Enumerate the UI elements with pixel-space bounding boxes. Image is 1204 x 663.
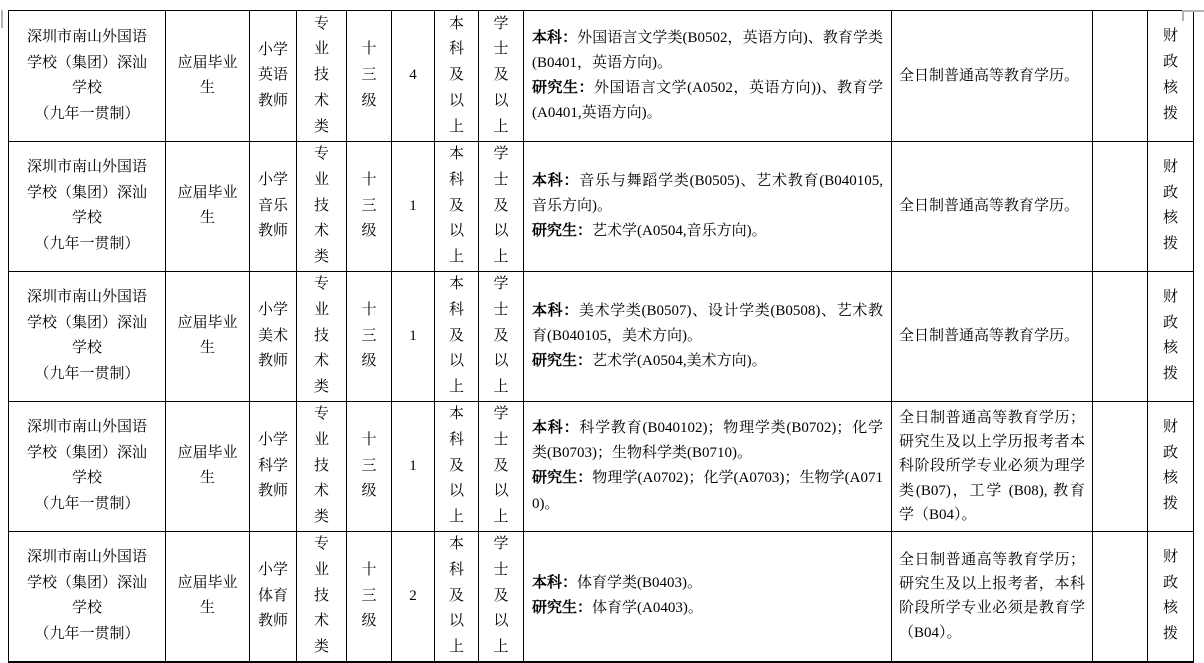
education-req-text: 本科及以上 <box>448 405 464 526</box>
majors-grad <box>532 219 883 244</box>
table-row <box>9 142 1194 272</box>
cell-other-requirements: 全日制普通高等教育学历；研究生及以上报考者，本科阶段所学专业必须是教育学（B04）。 <box>892 531 1093 661</box>
cell-school <box>9 531 166 661</box>
cell-candidate-type: 应届毕业生 <box>166 401 250 531</box>
cell-funding <box>1148 401 1194 531</box>
majors-grad <box>532 76 883 126</box>
majors-undergrad <box>532 26 883 76</box>
degree-req-text: 学士及以上 <box>493 15 509 135</box>
cell-education-req <box>435 142 479 272</box>
crop-artifact-top-right-horizontal <box>1182 10 1204 12</box>
funding-text: 财政核拨 <box>1162 158 1178 253</box>
cell-degree-req <box>479 11 524 142</box>
grad-text: 体育学(A0403)。 <box>592 600 703 617</box>
majors-grad <box>532 466 883 516</box>
undergrad-text: 体育学类(B0403)。 <box>577 575 703 592</box>
cell-post-category <box>297 142 347 272</box>
cell-candidate-type: 应届毕业生 <box>166 531 250 661</box>
cell-other-requirements: 全日制普通高等教育学历；研究生及以上学历报考者本科阶段所学专业必须为理学类(B07)，工学 (B08), 教育学（B04）。 <box>892 401 1093 531</box>
cell-post-level <box>347 142 392 272</box>
cell-majors <box>524 271 892 401</box>
recruitment-table <box>8 10 1194 663</box>
table-row <box>9 401 1194 531</box>
school-name: 深圳市南山外国语学校（集团）深汕学校 <box>26 289 147 357</box>
undergrad-label: 本科： <box>532 420 580 437</box>
cell-other-requirements: 全日制普通高等教育学历。 <box>892 271 1093 401</box>
undergrad-text: 外国语言文学类(B0502，英语方向)、教育学类(B0401，英语方向)。 <box>532 29 883 71</box>
post-level-text: 十三级 <box>361 41 377 109</box>
majors-grad <box>532 596 883 621</box>
post-category-text: 专业技术类 <box>313 405 329 526</box>
cell-candidate-type: 应届毕业生 <box>166 271 250 401</box>
undergrad-label: 本科： <box>532 302 579 319</box>
education-req-text: 本科及以上 <box>448 275 464 396</box>
crop-artifact-top-left <box>1 10 3 28</box>
undergrad-text: 科学教育(B040102)；物理学类(B0702)；化学类(B0703)；生物科学类(B0710)。 <box>532 420 883 462</box>
grad-text: 外国语言文学(A0502，英语方向))、教育学(A0401,英语方向)。 <box>532 80 883 122</box>
majors-undergrad <box>532 416 883 466</box>
cell-education-req <box>435 11 479 142</box>
table-row <box>9 11 1194 142</box>
school-name: 深圳市南山外国语学校（集团）深汕学校 <box>26 29 147 96</box>
cell-school <box>9 401 166 531</box>
grad-text: 艺术学(A0504,美术方向)。 <box>592 353 767 370</box>
school-suffix: （九年一贯制） <box>34 235 140 252</box>
table-row <box>9 531 1194 661</box>
cell-other-requirements: 全日制普通高等教育学历。 <box>892 142 1093 272</box>
funding-text: 财政核拨 <box>1162 288 1178 383</box>
majors-undergrad <box>532 299 883 349</box>
cell-degree-req <box>479 531 524 661</box>
school-suffix: （九年一贯制） <box>34 105 140 122</box>
cell-remark <box>1093 531 1148 661</box>
cell-education-req <box>435 531 479 661</box>
cell-school <box>9 11 166 142</box>
cell-candidate-type: 应届毕业生 <box>166 11 250 142</box>
cell-funding <box>1148 271 1194 401</box>
degree-req-text: 学士及以上 <box>493 535 509 656</box>
cell-funding <box>1148 531 1194 661</box>
cell-education-req <box>435 271 479 401</box>
grad-label: 研究生： <box>532 80 595 96</box>
cell-post-category <box>297 11 347 142</box>
school-suffix: （九年一贯制） <box>34 365 140 382</box>
cell-position: 小学音乐教师 <box>250 142 297 272</box>
cell-post-level <box>347 401 392 531</box>
cell-post-category <box>297 531 347 661</box>
school-name: 深圳市南山外国语学校（集团）深汕学校 <box>26 549 147 617</box>
degree-req-text: 学士及以上 <box>493 405 509 526</box>
cell-other-requirements: 全日制普通高等教育学历。 <box>892 11 1093 142</box>
cell-position: 小学美术教师 <box>250 271 297 401</box>
cell-post-level <box>347 11 392 142</box>
cell-headcount: 1 <box>392 401 435 531</box>
undergrad-text: 美术学类(B0507)、设计学类(B0508)、艺术教育(B040105，美术方向)。 <box>532 302 883 344</box>
majors-undergrad <box>532 169 883 219</box>
post-category-text: 专业技术类 <box>313 146 329 266</box>
cell-post-level <box>347 531 392 661</box>
funding-text: 财政核拨 <box>1162 418 1178 513</box>
school-name: 深圳市南山外国语学校（集团）深汕学校 <box>26 159 147 227</box>
table-row <box>9 271 1194 401</box>
education-req-text: 本科及以上 <box>448 15 464 135</box>
education-req-text: 本科及以上 <box>448 146 464 266</box>
cell-headcount: 1 <box>392 142 435 272</box>
school-suffix: （九年一贯制） <box>34 495 140 512</box>
cell-degree-req <box>479 271 524 401</box>
grad-label: 研究生： <box>532 223 593 240</box>
majors-grad <box>532 349 883 374</box>
education-req-text: 本科及以上 <box>448 535 464 656</box>
cell-headcount: 2 <box>392 531 435 661</box>
cell-majors <box>524 142 892 272</box>
cell-headcount: 4 <box>392 11 435 142</box>
undergrad-text: 音乐与舞蹈学类(B0505)、艺术教育(B040105,音乐方向)。 <box>532 172 883 214</box>
cell-majors <box>524 401 892 531</box>
school-suffix: （九年一贯制） <box>34 625 140 642</box>
degree-req-text: 学士及以上 <box>493 275 509 396</box>
post-level-text: 十三级 <box>361 171 377 240</box>
grad-label: 研究生： <box>532 470 593 487</box>
post-category-text: 专业技术类 <box>313 275 329 396</box>
post-category-text: 专业技术类 <box>313 15 329 135</box>
funding-text: 财政核拨 <box>1162 548 1178 643</box>
cell-degree-req <box>479 401 524 531</box>
cell-position: 小学体育教师 <box>250 531 297 661</box>
majors-undergrad <box>532 571 883 596</box>
cell-headcount: 1 <box>392 271 435 401</box>
cell-remark <box>1093 11 1148 142</box>
cell-candidate-type: 应届毕业生 <box>166 142 250 272</box>
cell-post-category <box>297 401 347 531</box>
grad-label: 研究生： <box>532 600 593 617</box>
cell-post-category <box>297 271 347 401</box>
cell-remark <box>1093 142 1148 272</box>
cell-remark <box>1093 401 1148 531</box>
cell-funding <box>1148 142 1194 272</box>
school-name: 深圳市南山外国语学校（集团）深汕学校 <box>26 419 147 487</box>
cell-remark <box>1093 271 1148 401</box>
grad-text: 艺术学(A0504,音乐方向)。 <box>592 223 767 240</box>
undergrad-label: 本科： <box>532 575 578 592</box>
cell-majors <box>524 11 892 142</box>
cell-school <box>9 142 166 272</box>
post-level-text: 十三级 <box>361 301 377 370</box>
post-category-text: 专业技术类 <box>313 535 329 656</box>
post-level-text: 十三级 <box>361 561 377 630</box>
degree-req-text: 学士及以上 <box>493 146 509 266</box>
undergrad-label: 本科： <box>532 172 580 189</box>
undergrad-label: 本科： <box>532 29 578 46</box>
cell-position: 小学英语教师 <box>250 11 297 142</box>
cell-degree-req <box>479 142 524 272</box>
cell-post-level <box>347 271 392 401</box>
cell-majors <box>524 531 892 661</box>
cell-position: 小学科学教师 <box>250 401 297 531</box>
cell-education-req <box>435 401 479 531</box>
table-body <box>9 11 1194 662</box>
post-level-text: 十三级 <box>361 431 377 500</box>
funding-text: 财政核拨 <box>1162 28 1178 122</box>
grad-label: 研究生： <box>532 353 593 370</box>
grad-text: 物理学(A0702)；化学(A0703)；生物学(A0710)。 <box>532 470 883 512</box>
cell-school <box>9 271 166 401</box>
cell-funding <box>1148 11 1194 142</box>
